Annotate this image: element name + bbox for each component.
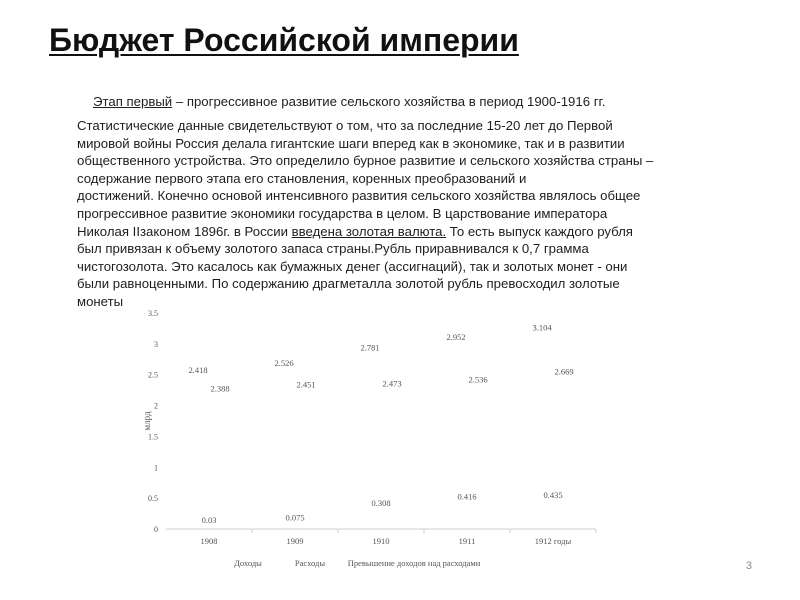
body-line: был привязан к объему золотого запаса страны.Рубль приравнивался к 0,7 грамма (77, 241, 589, 257)
data-label-surplus: 0.03 (201, 515, 217, 526)
body-line: прогрессивное развитие экономики государства в целом. В царствование императора (77, 205, 608, 221)
body-line: содержание первого этапа его становления, коренных преобразований и (77, 170, 527, 186)
y-tick-label: 0.5 (148, 494, 158, 504)
body-line: Николая IIзаконом 1896г. в России (77, 223, 288, 239)
y-tick-label: 1.5 (148, 432, 158, 442)
data-label-expenses: 2.536 (468, 374, 488, 385)
legend-entry-income: Доходы (234, 558, 262, 568)
legend-entry-surplus: Превышение доходов над расходами (347, 558, 481, 568)
gold-currency-link[interactable]: введена золотая валюта. (291, 223, 447, 239)
data-label-surplus: 0.075 (285, 512, 305, 523)
data-label-income: 2.781 (360, 342, 380, 353)
x-tick-label: 1911 (458, 536, 476, 546)
legend-entry-expenses: Расходы (294, 558, 326, 568)
y-axis-label: млрд (142, 411, 152, 431)
data-label-expenses: 2.388 (210, 383, 230, 394)
stage-label: Этап первый (93, 94, 173, 109)
body-line: были равноценными. По содержанию драгметалла золотой рубль превосходил золотые (77, 276, 620, 292)
data-label-expenses: 2.451 (296, 379, 316, 390)
body-line-with-link (77, 223, 757, 241)
x-tick-label: 1908 (200, 536, 218, 546)
page-number: 3 (745, 560, 752, 572)
x-tick-label: 1909 (286, 536, 304, 546)
data-label-income: 3.104 (532, 322, 552, 333)
y-tick-label: 3 (154, 339, 158, 349)
data-label-surplus: 0.435 (543, 490, 563, 501)
x-tick-label: 1910 (372, 536, 390, 546)
stage-heading (93, 93, 605, 110)
budget-chart (118, 300, 598, 575)
y-tick-label: 0 (154, 525, 158, 534)
data-label-surplus: 0.416 (457, 491, 477, 502)
y-tick-label: 2 (154, 401, 158, 411)
body-line: достижений. Конечно основой интенсивного развития сельского хозяйства являлось общее (77, 188, 641, 204)
y-tick-label: 1 (154, 463, 158, 473)
body-line-tail: То есть выпуск каждого рубля (446, 223, 633, 239)
slide-title: Бюджет Российской империи (49, 22, 519, 58)
data-label-surplus: 0.308 (371, 497, 391, 508)
y-tick-label: 3.5 (148, 309, 158, 318)
body-line: общественного устройства. Это определило бурное развитие и сельского хозяйства страны – (77, 153, 654, 169)
body-line: чистогозолота. Это касалось как бумажных денег (ассигнаций), так и золотых монет - они (77, 258, 628, 274)
data-label-expenses: 2.473 (382, 378, 402, 389)
body-line: монеты (77, 293, 124, 309)
y-tick-label: 2.5 (148, 370, 158, 380)
data-label-income: 2.952 (446, 331, 466, 342)
stage-description: – прогрессивное развитие сельского хозяйства в период 1900-1916 гг. (172, 94, 606, 109)
x-tick-label: 1912 годы (534, 536, 572, 546)
data-label-expenses: 2.669 (554, 366, 574, 377)
body-line: Статистические данные свидетельствуют о том, что за последние 15-20 лет до Первой (77, 118, 613, 133)
body-line: мировой войны Россия делала гигантские шаги вперед как в экономике, так и в развитии (77, 135, 625, 151)
data-label-income: 2.526 (274, 358, 294, 369)
body-paragraph (77, 117, 757, 311)
data-label-income: 2.418 (188, 364, 208, 375)
